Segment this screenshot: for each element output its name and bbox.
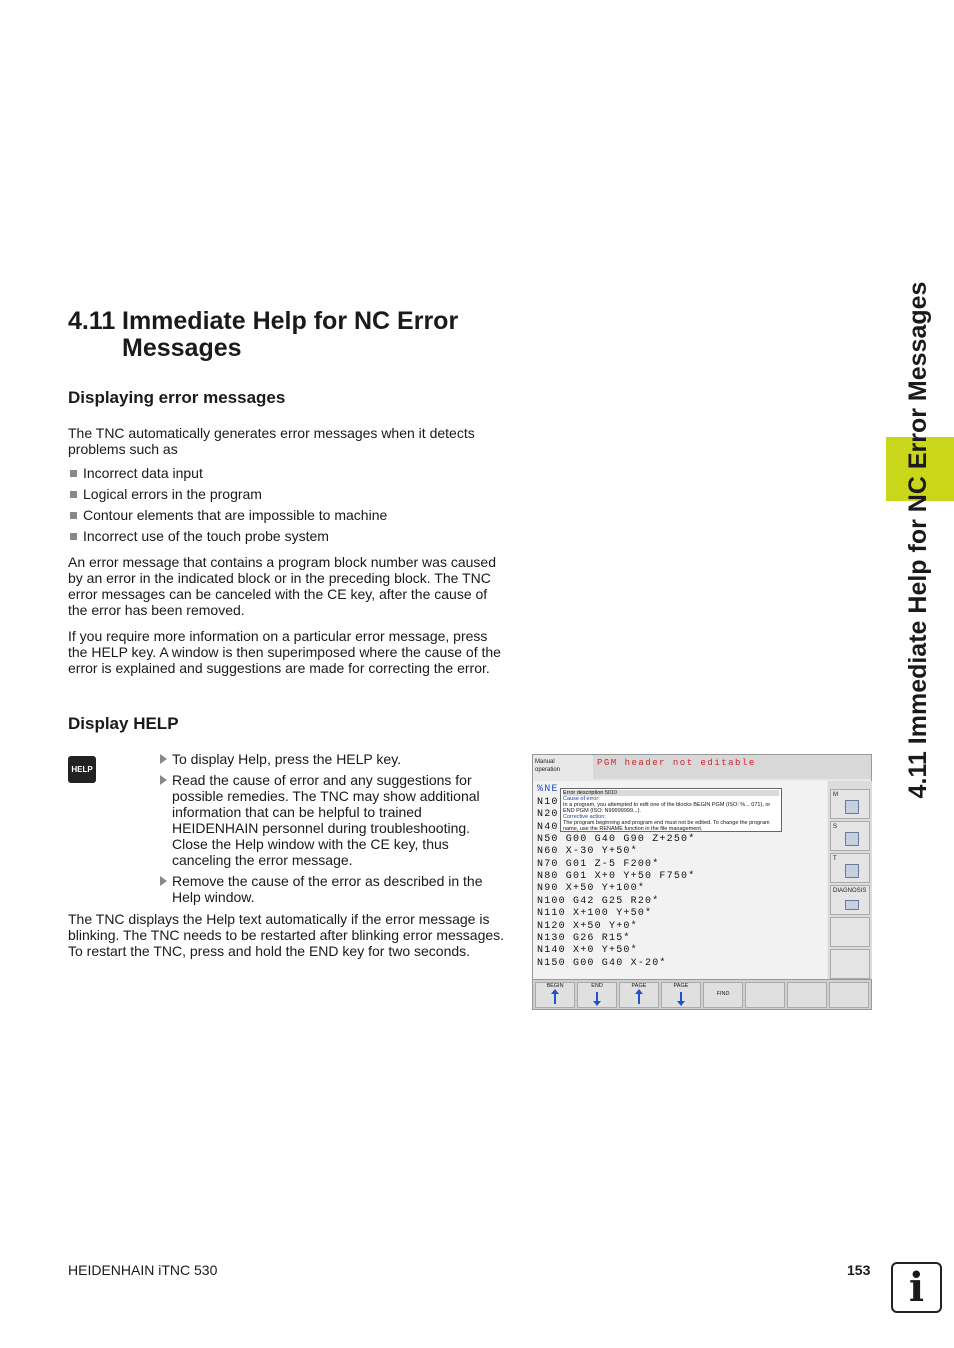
bullet-square-icon	[70, 512, 77, 519]
closing-paragraph: The TNC displays the Help text automatically if the error message is blinking. The TNC needs to be restarted after blinking error messages. To restart the TNC, press and hold the END key for two seconds.	[68, 911, 505, 959]
operating-mode: Manual operation	[535, 759, 561, 773]
program-line: N110 X+100 Y+50*	[537, 908, 653, 919]
empty-softkey[interactable]	[787, 982, 827, 1008]
empty-softkey[interactable]	[829, 982, 869, 1008]
help-steps	[159, 751, 509, 910]
program-line: N10	[537, 797, 559, 808]
program-line: N100 G42 G25 R20*	[537, 896, 660, 907]
step-arrow-icon	[160, 754, 167, 764]
machine-icon	[845, 800, 859, 814]
arrow-up-icon	[638, 992, 640, 1004]
bullet-square-icon	[70, 470, 77, 477]
bullet-square-icon	[70, 533, 77, 540]
diagnosis-icon	[845, 900, 859, 910]
page-number: 153	[847, 1262, 871, 1278]
program-line: N40	[537, 822, 559, 833]
arrow-up-icon	[554, 992, 556, 1004]
empty-softkey[interactable]	[830, 949, 870, 979]
spindle-icon	[845, 832, 859, 846]
program-header-line: %NE	[537, 784, 559, 795]
side-running-title: 4.11 Immediate Help for NC Error Messages	[904, 281, 932, 799]
empty-softkey[interactable]	[830, 917, 870, 947]
program-line: N120 X+50 Y+0*	[537, 921, 638, 932]
section-heading-displaying: Displaying error messages	[68, 388, 286, 407]
t-function-button[interactable]: T	[830, 853, 870, 883]
list-item: Incorrect data input	[68, 465, 387, 486]
title-line-2: Messages	[122, 334, 242, 362]
find-softkey[interactable]: FIND	[703, 982, 743, 1008]
m-function-button[interactable]: M	[830, 789, 870, 819]
page-up-softkey[interactable]: PAGE	[619, 982, 659, 1008]
softkey-row	[533, 979, 871, 1009]
list-item: To display Help, press the HELP key.	[159, 751, 509, 767]
s-function-button[interactable]: S	[830, 821, 870, 851]
help-key-paragraph: If you require more information on a particular error message, press the HELP key. A window is then superimposed where the cause of the error is explained and suggestions are made for correcting the error.	[68, 628, 501, 676]
step-arrow-icon	[160, 775, 167, 785]
tnc-screen-figure	[532, 754, 872, 1010]
arrow-down-icon	[596, 992, 598, 1004]
program-line: N60 X-30 Y+50*	[537, 846, 638, 857]
error-message-bar: PGM header not editable	[593, 755, 871, 779]
program-line: N150 G00 G40 X-20*	[537, 958, 667, 969]
diagnosis-button[interactable]: DIAGNOSIS	[830, 885, 870, 915]
list-item: Contour elements that are impossible to machine	[68, 507, 387, 528]
program-line: N70 G01 Z-5 F200*	[537, 859, 660, 870]
end-softkey[interactable]: END	[577, 982, 617, 1008]
program-line: N130 G26 R15*	[537, 933, 631, 944]
info-icon: i	[891, 1262, 942, 1313]
program-line: N140 X+0 Y+50*	[537, 945, 638, 956]
help-error-window: Error description 5010 Cause of error: In a program, you attempted to edit one of the blocks BEGIN PGM (ISO: %... 071), or END PGM (ISO: N99999999...). Corrective action: The program beginning and program end must not be edited. To change the program name, use the RENAME function in the file management.	[560, 788, 782, 832]
program-window	[533, 781, 827, 979]
bullet-square-icon	[70, 491, 77, 498]
begin-softkey[interactable]: BEGIN	[535, 982, 575, 1008]
right-softkey-panel	[828, 781, 872, 979]
footer-product: HEIDENHAIN iTNC 530	[68, 1262, 218, 1278]
list-item: Logical errors in the program	[68, 486, 387, 507]
step-arrow-icon	[160, 876, 167, 886]
section-heading-display-help: Display HELP	[68, 714, 179, 733]
page-title	[68, 308, 458, 362]
list-item: Remove the cause of the error as described in the Help window.	[159, 873, 509, 905]
block-number-paragraph: An error message that contains a program block number was caused by an error in the indicated block or in the preceding block. The TNC error messages can be canceled with the CE key, after the cause of the error has been removed.	[68, 554, 496, 618]
section-number: 4.11	[68, 307, 116, 335]
problem-list	[68, 465, 387, 549]
help-key-icon: HELP	[68, 756, 96, 783]
program-line: N50 G00 G40 G90 Z+250*	[537, 834, 696, 845]
program-line: N90 X+50 Y+100*	[537, 883, 646, 894]
intro-paragraph: The TNC automatically generates error messages when it detects problems such as	[68, 425, 475, 457]
program-line: N20	[537, 809, 559, 820]
arrow-down-icon	[680, 992, 682, 1004]
program-line: N80 G01 X+0 Y+50 F750*	[537, 871, 696, 882]
list-item: Incorrect use of the touch probe system	[68, 528, 387, 549]
empty-softkey[interactable]	[745, 982, 785, 1008]
title-line-1: Immediate Help for NC Error	[122, 307, 459, 335]
page-down-softkey[interactable]: PAGE	[661, 982, 701, 1008]
tool-icon	[845, 864, 859, 878]
list-item: Read the cause of error and any suggestions for possible remedies. The TNC may show additional information that can be helpful to trained HEIDENHAIN personnel during troubleshooting. Close the Help window with the CE key, thus canceling the error message.	[159, 772, 509, 868]
